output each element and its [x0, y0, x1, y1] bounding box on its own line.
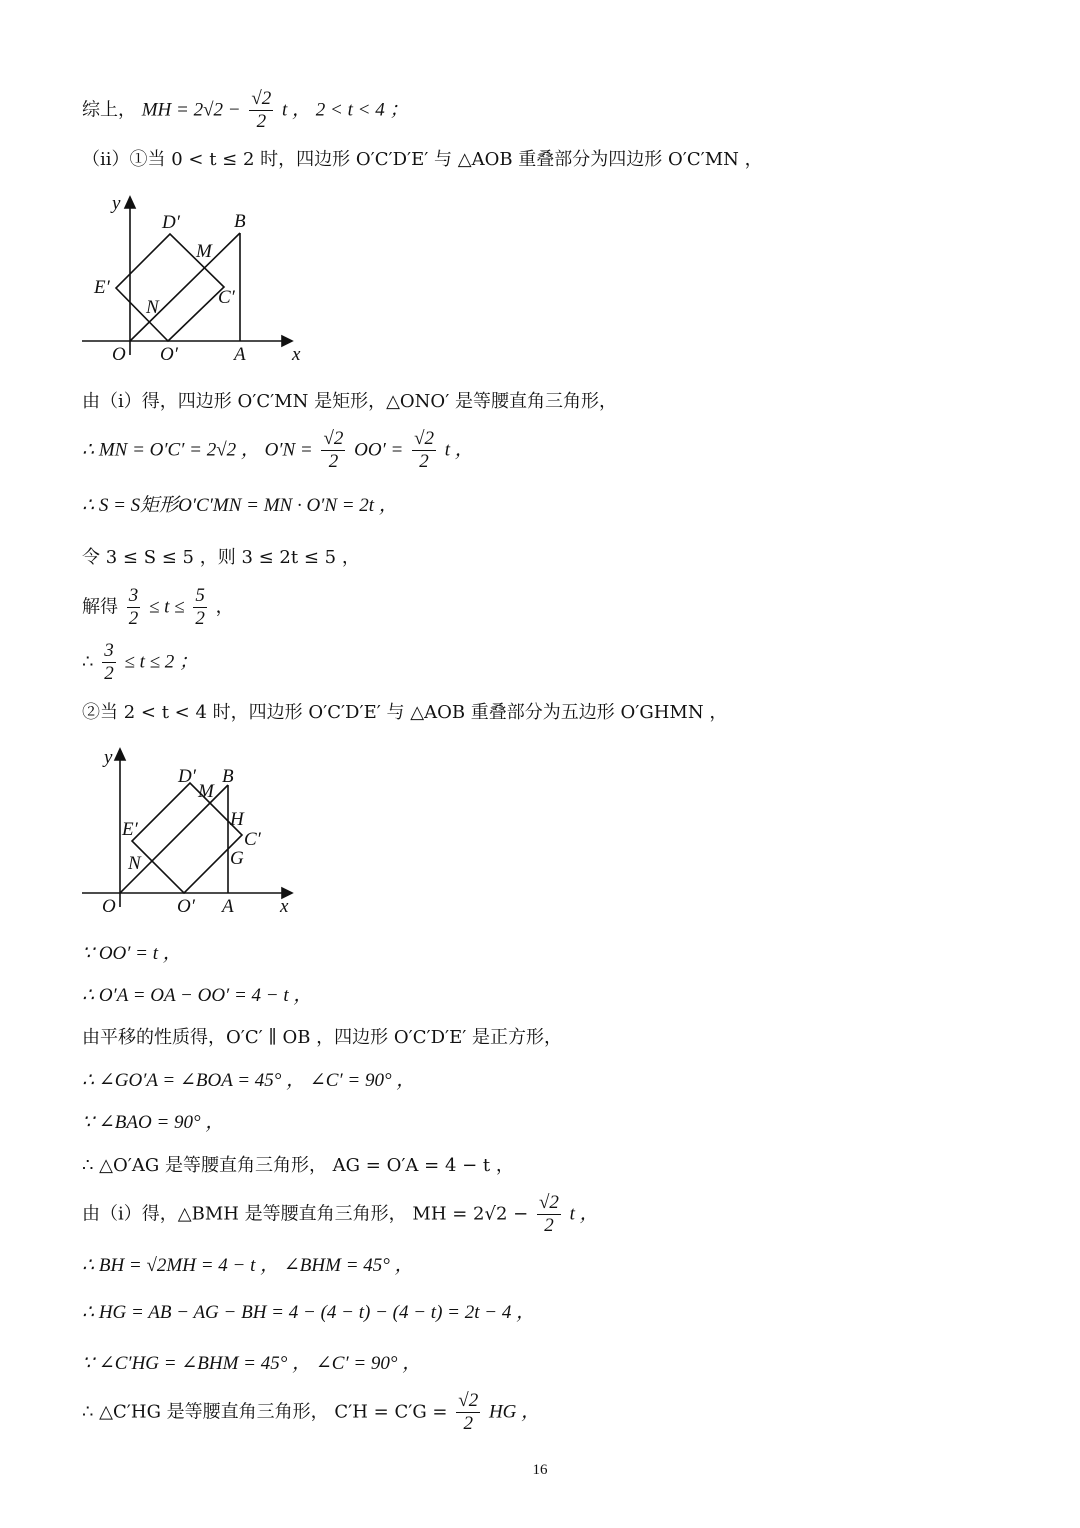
label-n: N: [146, 297, 159, 318]
y-axis-arrow-icon: [115, 749, 125, 760]
label-eprime: E′: [94, 277, 110, 298]
square-oprime-cprime-dprime-eprime: [132, 783, 242, 893]
label-n: N: [128, 853, 141, 874]
text-line-bmh: 由（ⅰ）得，△BMH 是等腰直角三角形， MH = 2√2 − $\frac{√2}{2}$ t ，: [82, 1192, 599, 1236]
label-dprime: D′: [178, 766, 196, 787]
label-a: A: [234, 344, 246, 365]
fraction: $\frac{3}{2}$: [104, 640, 114, 684]
label-oprime: O′: [177, 896, 195, 917]
text-line-translation: 由平移的性质得，O′C′ ∥ OB ，四边形 O′C′D′E′ 是正方形，: [82, 1027, 563, 1048]
text-line-oa: ∴ O′A = OA − OO′ = 4 − t ，: [82, 985, 313, 1006]
math-expr: t ，: [444, 439, 474, 461]
label-a: A: [222, 896, 234, 917]
label-b: B: [222, 766, 234, 787]
text-line-oo: ∵ OO′ = t ，: [82, 943, 182, 964]
text-line-case-ii: ②当 2 < t < 4 时，四边形 O′C′D′E′ 与 △AOB 重叠部分为五边形 O′GHMN ，: [82, 702, 728, 723]
label-x: x: [280, 896, 289, 917]
math-expr: t ， 2 < t < 4 ；: [282, 99, 409, 121]
fraction: $\frac{√2}{2}$: [323, 428, 344, 472]
label-h: H: [230, 809, 244, 830]
label-y: y: [112, 195, 121, 214]
label-m: M: [198, 781, 214, 802]
text-line-case-i: （ⅱ）①当 0 < t ≤ 2 时，四边形 O′C′D′E′ 与 △AOB 重叠部分为四边形 O′C′MN ，: [82, 149, 763, 170]
fraction: $\frac{√2}{2}$: [251, 88, 272, 132]
math-expr: OO′ =: [354, 439, 404, 461]
x-axis-arrow-icon: [282, 336, 292, 346]
label-dprime: D′: [162, 212, 180, 233]
math-expr: MH = 2√2 −: [141, 99, 241, 121]
fraction: $\frac{√2}{2}$: [414, 428, 434, 472]
text-line-solve: 解得 $\frac{3}{2}$ ≤ t ≤ $\frac{5}{2}$ ，: [82, 585, 234, 629]
label-y: y: [104, 747, 113, 768]
text-line-area: ∴ S = S矩形O′C′MN = MN · O′N = 2t ，: [82, 495, 398, 516]
label-o: O: [102, 896, 116, 917]
fraction: $\frac{3}{2}$: [128, 585, 139, 629]
fraction: $\frac{5}{2}$: [195, 585, 205, 629]
label-o: O: [112, 344, 126, 365]
text-line-rectangle: 由（ⅰ）得，四边形 O′C′MN 是矩形，△ONO′ 是等腰直角三角形，: [82, 391, 617, 412]
text-line-angle-bao: ∵ ∠BAO = 90° ，: [82, 1112, 225, 1133]
text-line-let: 令 3 ≤ S ≤ 5 ，则 3 ≤ 2t ≤ 5 ，: [82, 547, 360, 568]
text-line-hg: ∴ HG = AB − AG − BH = 4 − (4 − t) − (4 − t) = 2t − 4 ，: [82, 1302, 536, 1323]
text-prefix: 综上，: [82, 99, 136, 121]
text-line-angle-chg: ∵ ∠C′HG = ∠BHM = 45° ， ∠C′ = 90° ，: [82, 1353, 422, 1374]
y-axis-arrow-icon: [125, 197, 135, 208]
label-x: x: [292, 344, 301, 365]
text-line-mn: [82, 428, 474, 473]
fraction: $\frac{√2}{2}$: [538, 1192, 559, 1236]
label-m: M: [196, 241, 212, 262]
text-line-summary: [82, 88, 408, 133]
text-line-chg: ∴ △C′HG 是等腰直角三角形， C′H = C′G = $\frac{√2}{2}$ HG ，: [82, 1390, 541, 1434]
text-line-bh: ∴ BH = √2MH = 4 − t ， ∠BHM = 45° ，: [82, 1255, 414, 1276]
figure-case-1: [82, 195, 312, 370]
label-cprime: C′: [218, 287, 235, 308]
math-expr: ∴ MN = O′C′ = 2√2 ， O′N =: [82, 439, 313, 461]
label-g: G: [230, 848, 244, 869]
page-number: 16: [532, 1462, 548, 1478]
text-line-angle-goa: ∴ ∠GO′A = ∠BOA = 45° ， ∠C′ = 90° ，: [82, 1070, 416, 1091]
text-line-oag: ∴ △O′AG 是等腰直角三角形， AG = O′A = 4 − t ，: [82, 1155, 514, 1176]
label-b: B: [234, 211, 246, 232]
label-oprime: O′: [160, 344, 178, 365]
text-line-therefore: ∴ $\frac{3}{2}$ ≤ t ≤ 2 ；: [82, 640, 199, 684]
fraction: $\frac{√2}{2}$: [458, 1390, 479, 1434]
label-eprime: E′: [122, 819, 138, 840]
label-cprime: C′: [244, 829, 261, 850]
figure-case-2: [82, 745, 312, 920]
